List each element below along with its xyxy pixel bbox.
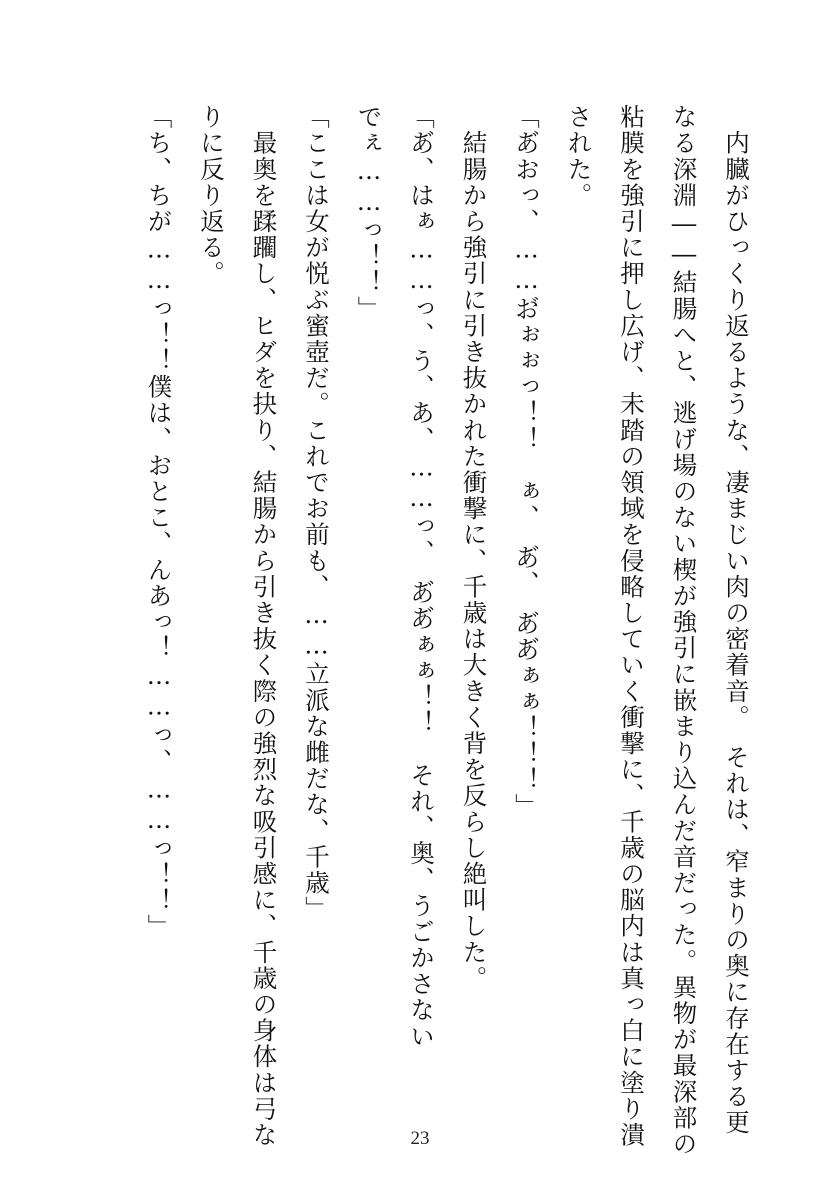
text-line: りに反り返る。 xyxy=(197,104,226,287)
dialogue-line: でぇ……っ！！」 xyxy=(354,104,384,322)
dialogue-line: 「あ゙、はぁ……っ、う、あ、……っ、 あ゙あ゙ぁぁ！！ それ、奥、うごかさない xyxy=(407,104,436,1050)
text-line: 内臓がひっくり返るような、凄まじい肉の密着音。 それは、窄まりの奥に存在する更 xyxy=(722,104,751,1136)
text-line: 粘膜を強引に押し広げ、未踏の領域を侵略していく衝撃に、千歳の脳内は真っ白に塗り潰 xyxy=(617,104,646,1148)
dialogue-line: 「ここは女が悦ぶ蜜壺だ。これでお前も、……立派な雌だな、千歳」 xyxy=(302,104,331,923)
text-line: 最奥を蹂躙し、ヒダを抉り、結腸から引き抜く際の強烈な吸引感に、千歳の身体は弓な xyxy=(249,104,279,1148)
page-number: 23 xyxy=(410,1128,430,1149)
text-line: 結腸から強引に引き抜かれた衝撃に、千歳は大きく背を反らし絶叫した。 xyxy=(459,104,489,992)
dialogue-line: 「ち、ちが……っ！！僕は、おとこ、んあっ！……っ、……っ！！」 xyxy=(144,104,174,941)
text-line: なる深淵――結腸へと、逃げ場のない楔が強引に嵌まり込んだ音だった。異物が最深部の xyxy=(669,104,699,1157)
dialogue-line: 「あ゙おっ、……お゙ぉぉっ！！ ぁ、 あ゙、 あ゙あ゙ぁぁ！！！」 xyxy=(512,104,541,820)
text-line: された。 xyxy=(564,104,594,209)
